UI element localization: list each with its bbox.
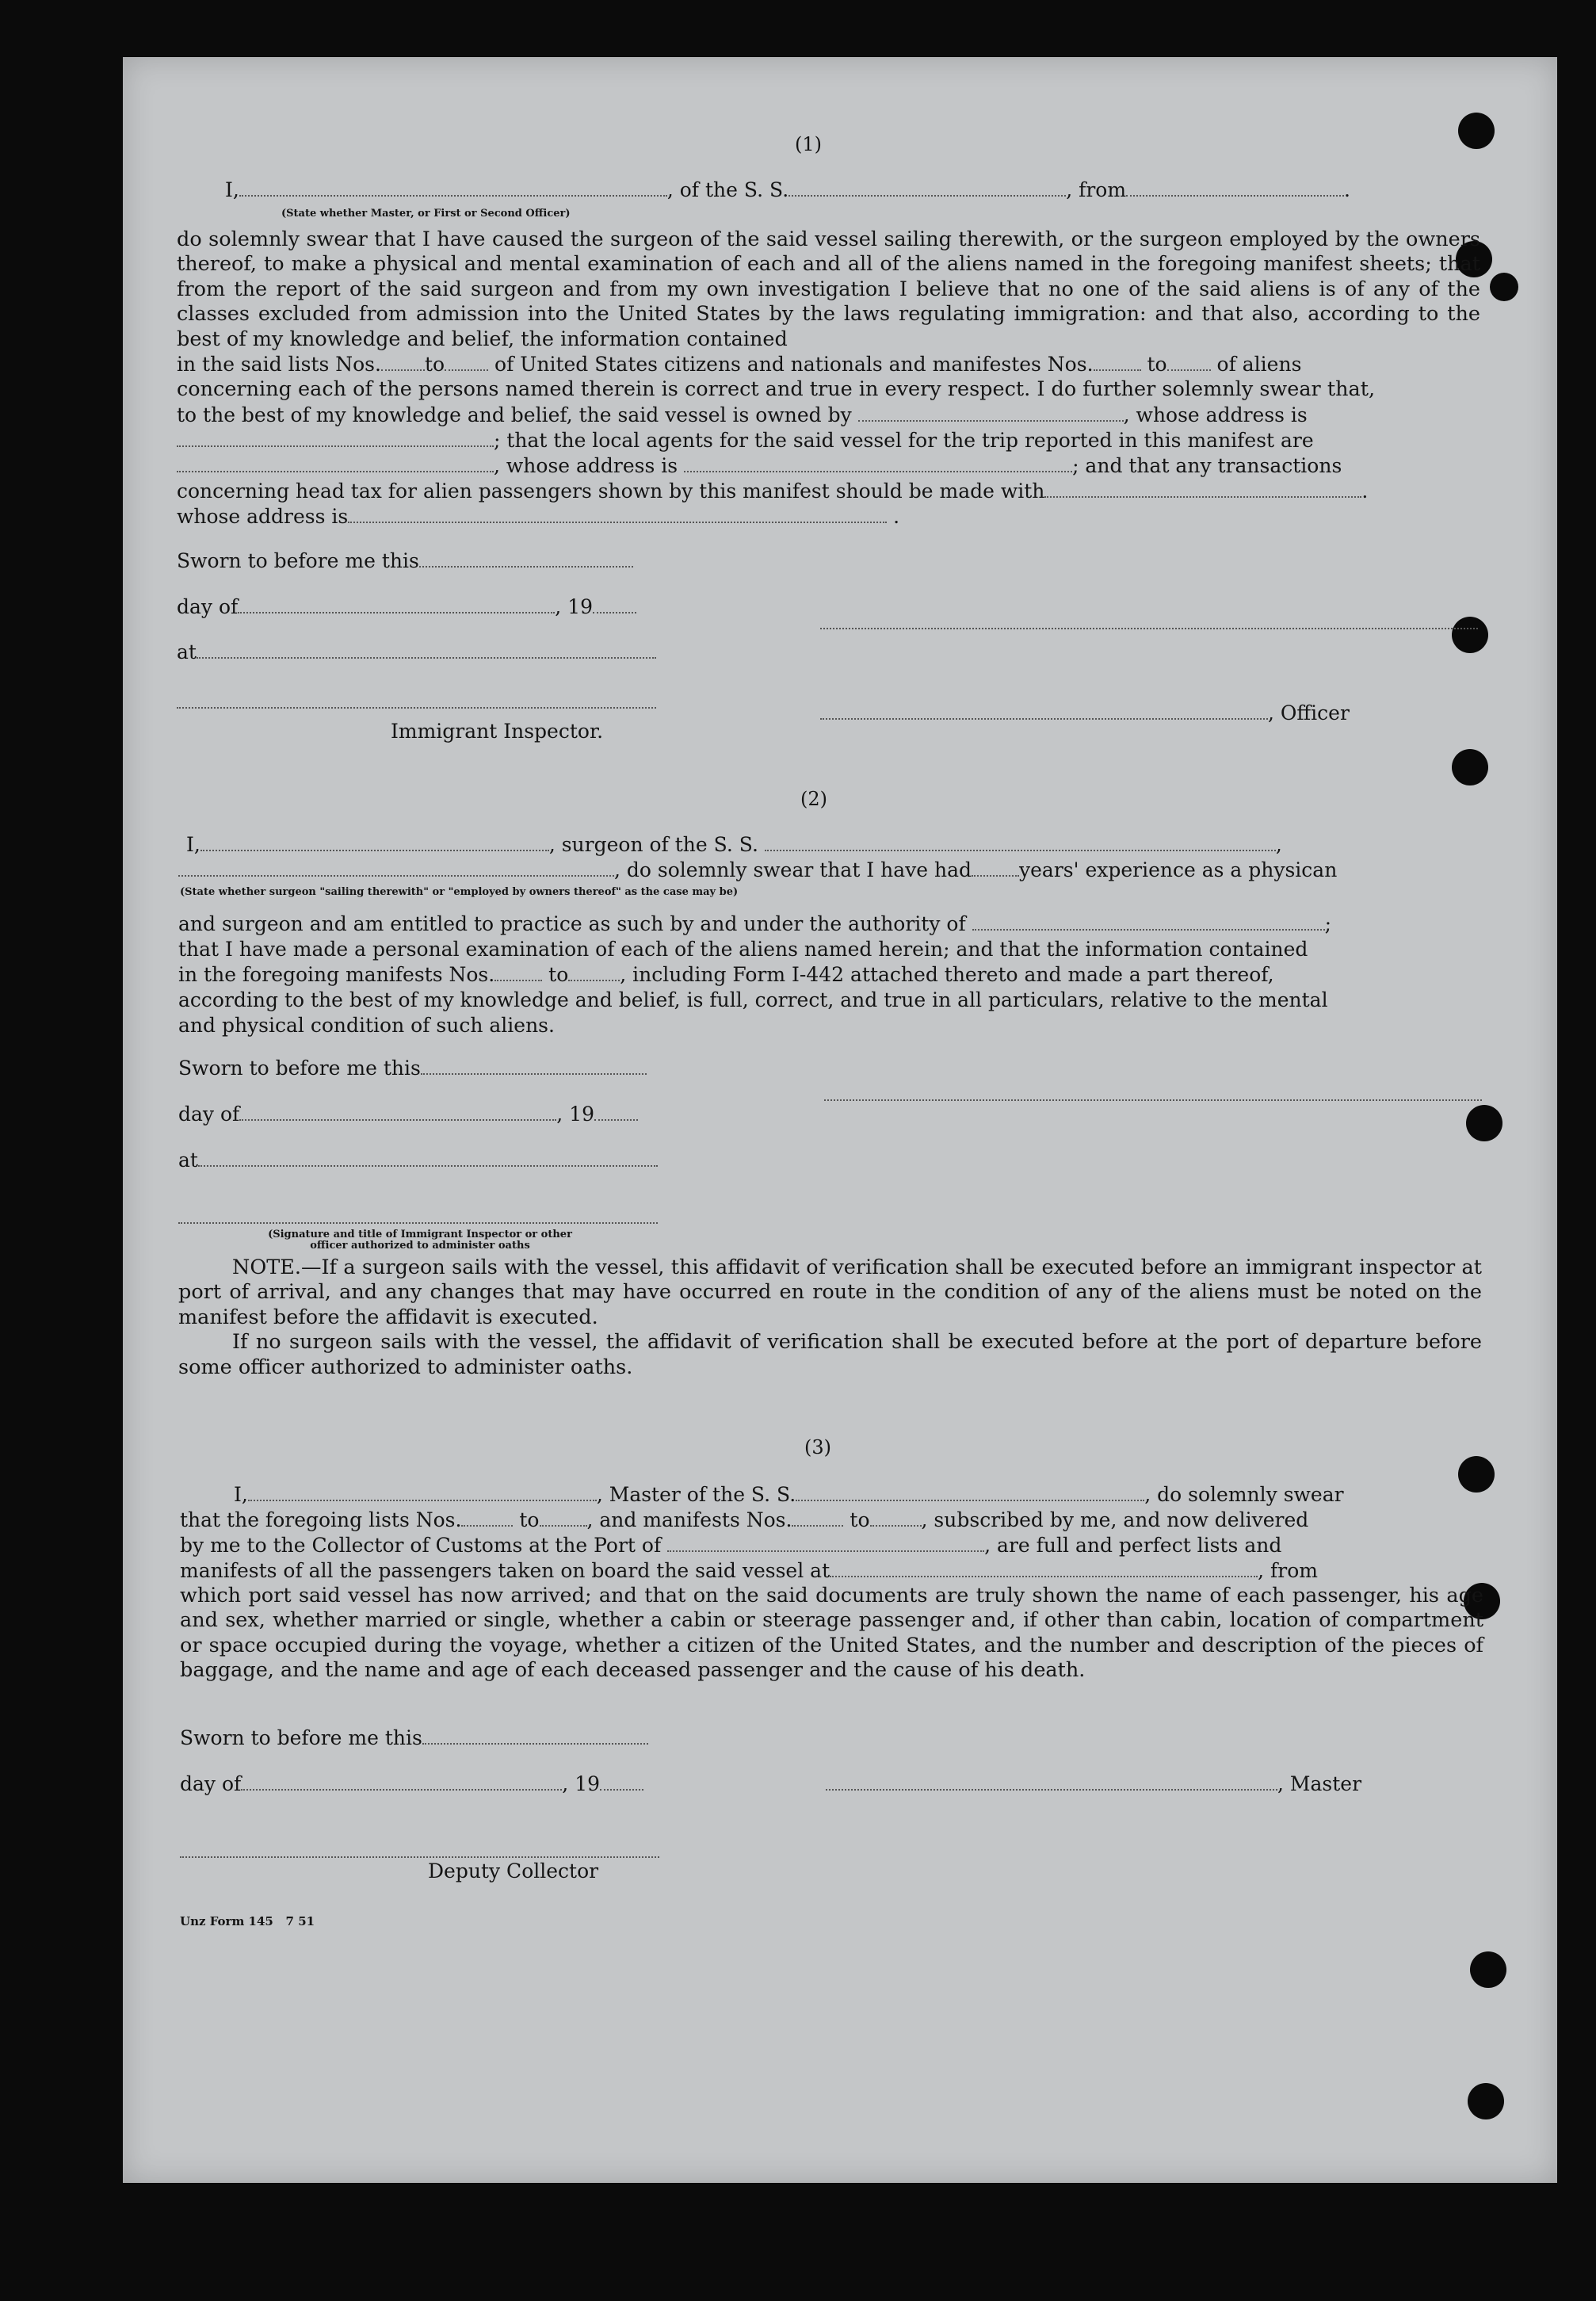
punch-hole: [1466, 1105, 1502, 1141]
s1-at: [177, 640, 656, 664]
s1-dayof-field[interactable]: [238, 596, 555, 613]
s3-master: [826, 1772, 1361, 1796]
section-1-number: (1): [795, 133, 822, 155]
s1-line-headtax: concerning head tax for alien passengers shown by this manifest should be made with .: [177, 480, 1369, 503]
s1-inspector-label: Immigrant Inspector.: [391, 720, 604, 743]
s3-from-label: , from: [1258, 1559, 1318, 1582]
s2-sworn: [178, 1056, 647, 1080]
s3-dayof-label: day of: [180, 1772, 242, 1795]
s3-manifests-to-field[interactable]: [870, 1509, 922, 1527]
s1-inspector-line[interactable]: [177, 707, 656, 709]
s1-manifests-from[interactable]: [1094, 354, 1141, 371]
s1-manifests-to: to: [1147, 353, 1167, 376]
s1-dayof: [177, 594, 636, 619]
s1-line-owned: [177, 403, 1308, 427]
s2-comma: ,: [1275, 833, 1282, 856]
s2-sig-note-1: (Signature and title of Immigrant Inspector or other: [268, 1229, 572, 1240]
s2-signature-line[interactable]: [824, 1099, 1482, 1101]
s2-note-text-1: NOTE.—If a surgeon sails with the vessel, this affidavit of verification shall be executed before an immigrant inspector at port of arrival, and any changes that may have occurred en route in the condition of any of the aliens must be noted on the manifest before the affidavit is executed.: [178, 1256, 1482, 1329]
s1-dayof-label: day of: [177, 595, 239, 618]
s2-line1: [186, 832, 1282, 857]
s2-manifests-from[interactable]: [494, 964, 542, 981]
s1-ss-label: , of the S. S.: [666, 178, 789, 201]
s3-deputy-line[interactable]: [180, 1856, 659, 1858]
punch-hole: [1490, 273, 1518, 301]
s3-dayof-field[interactable]: [241, 1773, 562, 1791]
s1-officer-label: , Officer: [1268, 701, 1350, 724]
s3-port-field[interactable]: [667, 1535, 984, 1552]
s3-manifests-from[interactable]: [792, 1509, 843, 1527]
s1-prefix: I,: [225, 178, 239, 201]
s2-year-label: , 19: [556, 1103, 595, 1126]
s2-line-personal: that I have made a personal examination of each of the aliens named herein; and that the information contained: [178, 938, 1308, 961]
s1-owner-address-field[interactable]: [177, 430, 494, 447]
s1-officer-field[interactable]: [820, 702, 1268, 720]
s3-line3: [180, 1533, 1281, 1558]
punch-hole: [1470, 1951, 1506, 1988]
s1-body-b: concerning each of the persons named therein is correct and true in every respect. I do further solemnly swear that,: [177, 377, 1376, 401]
s1-line-agents: [177, 428, 1314, 453]
s2-line-authority: [178, 912, 1331, 936]
s3-ship-field[interactable]: [796, 1484, 1144, 1501]
s1-period: .: [1344, 178, 1350, 201]
s2-prefix: I,: [186, 833, 200, 856]
s2-swear-label: , do solemnly swear that I have had: [614, 858, 972, 881]
s2-authority-field[interactable]: [972, 913, 1325, 931]
s2-at-label: at: [178, 1149, 198, 1172]
s2-note-text-2: If no surgeon sails with the vessel, the affidavit of verification shall be executed before at the port of departure before some officer authorized to administer oaths.: [178, 1330, 1482, 1379]
s1-line-lists: [177, 352, 1301, 376]
s1-line1: [225, 178, 1350, 202]
s2-authority-label: and surgeon and am entitled to practice as such by and under the authority of: [178, 912, 966, 935]
s3-line4: [180, 1558, 1318, 1583]
punch-hole: [1458, 1456, 1495, 1493]
s1-name-field[interactable]: [239, 179, 667, 197]
s3-lists-from[interactable]: [461, 1509, 513, 1527]
s1-lists-to: to: [424, 353, 445, 376]
s3-lists-to: to: [519, 1508, 540, 1531]
s1-agents-field[interactable]: [177, 455, 494, 472]
s3-year-label: , 19: [562, 1772, 601, 1795]
s1-sworn: [177, 548, 633, 573]
punch-hole: [1452, 749, 1488, 785]
s2-line-physical: and physical condition of such aliens.: [178, 1014, 555, 1037]
s1-agent-address-label: , whose address is: [494, 454, 678, 477]
s3-sworn-field[interactable]: [422, 1727, 648, 1745]
s3-name-field[interactable]: [248, 1484, 597, 1501]
s2-sworn-label: Sworn to before me this: [178, 1057, 421, 1080]
s1-sworn-field[interactable]: [419, 550, 633, 568]
s2-including-label: , including Form I-442 attached thereto and made a part thereof,: [620, 963, 1274, 986]
s2-experience-label: years' experience as a physican: [1019, 858, 1338, 881]
s1-whose-label: whose address is: [177, 505, 349, 528]
s2-note: (State whether surgeon "sailing therewith" or "employed by owners thereof" as the case may be): [180, 886, 739, 898]
s3-year-field[interactable]: [600, 1773, 643, 1791]
s2-at-field[interactable]: [198, 1149, 658, 1167]
s2-line2: [178, 858, 1337, 882]
s3-full-label: , are full and perfect lists and: [984, 1534, 1282, 1557]
s3-dayof: [180, 1772, 643, 1796]
s1-note: (State whether Master, or First or Second Officer): [281, 208, 571, 220]
s2-note-para-1: [178, 1256, 1482, 1380]
s1-line-address: [177, 453, 1342, 478]
s1-at-label: at: [177, 640, 197, 663]
s1-aliens-label: of aliens: [1216, 353, 1302, 376]
s1-lists-to-field[interactable]: [445, 354, 488, 371]
s3-prefix: I,: [234, 1483, 248, 1506]
s3-line2: [180, 1508, 1308, 1532]
s2-capacity-field[interactable]: [178, 859, 614, 877]
section-3-number: (3): [804, 1436, 831, 1458]
s3-line1: [234, 1482, 1344, 1507]
s1-year-label: , 19: [555, 595, 594, 618]
s2-manifests-to[interactable]: [568, 964, 620, 981]
section-2-number: (2): [800, 788, 827, 810]
s1-manifests-label: of United States citizens and nationals and manifestes Nos.: [494, 353, 1094, 376]
s2-name-field[interactable]: [200, 834, 549, 851]
s2-dayof-field[interactable]: [239, 1103, 556, 1121]
s1-lists-from[interactable]: [381, 354, 425, 371]
s3-manifests-to: to: [850, 1508, 870, 1531]
s2-dayof-label: day of: [178, 1103, 240, 1126]
s3-master-sig-label: , Master: [1277, 1772, 1362, 1795]
s3-manifests-label: , and manifests Nos.: [586, 1508, 792, 1531]
s1-whose-field[interactable]: [348, 506, 887, 523]
s3-deputy-label: Deputy Collector: [428, 1860, 599, 1882]
s1-officer: [820, 701, 1350, 725]
s2-at: [178, 1148, 658, 1172]
s1-agents-label: ; that the local agents for the said vessel for the trip reported in this manifest are: [494, 429, 1314, 452]
s1-ship-field[interactable]: [788, 179, 1066, 197]
s3-lists-to-field[interactable]: [540, 1509, 587, 1527]
s2-line-manifests: [178, 962, 1274, 987]
s3-swear-label: , do solemnly swear: [1144, 1483, 1344, 1506]
s3-port-label: by me to the Collector of Customs at the Port of: [180, 1534, 662, 1557]
s2-line-best: according to the best of my knowledge and belief, is full, correct, and true in all particulars, relative to the mental: [178, 988, 1328, 1011]
s1-body-a: do solemnly swear that I have caused the surgeon of the said vessel sailing therewith, or the surgeon employed by the owners thereof, to make a physical and mental examination of each and all of the aliens named in the foregoing manifest sheets; that from the report of the said surgeon and from my own investigation I believe that no one of the said aliens is of any of the classes excluded from admission into the United States by the laws regulating immigration: and that also, according to the best of my knowledge and belief, the information contained: [177, 227, 1480, 351]
s3-sworn: [180, 1726, 648, 1750]
s3-boarded-label: manifests of all the passengers taken on board the said vessel at: [180, 1559, 830, 1582]
s1-headtax-field[interactable]: [1044, 480, 1361, 498]
s1-agent-address-field[interactable]: [684, 455, 1072, 472]
s3-body: which port said vessel has now arrived; and that on the said documents are truly shown the name of each passenger, his age and sex, whether married or single, whether a cabin or steerage passenger and, if other than cabin, location of compartment or space occupied during the voyage, whether a citizen of the United States, and the number and description of the pieces of baggage, and the name and age of each deceased passenger and the cause of his death.: [180, 1584, 1483, 1683]
s2-to-label: to: [548, 963, 569, 986]
s1-from-label: , from: [1066, 178, 1127, 201]
s1-at-field[interactable]: [197, 641, 656, 659]
s2-semicolon: ;: [1324, 912, 1332, 935]
s1-manifests-to-field[interactable]: [1167, 354, 1211, 371]
s3-boarded-field[interactable]: [830, 1560, 1258, 1577]
form-sheet: [123, 57, 1557, 2183]
punch-hole: [1458, 113, 1495, 149]
s1-owner-field[interactable]: [858, 404, 1124, 422]
s1-headtax-label: concerning head tax for alien passengers shown by this manifest should be made with: [177, 480, 1045, 503]
s1-year-field[interactable]: [593, 596, 636, 613]
s1-line-whose: whose address is .: [177, 505, 900, 528]
s2-surgeon-label: , surgeon of the S. S.: [548, 833, 758, 856]
s1-signature-line[interactable]: [820, 628, 1478, 629]
s3-sworn-label: Sworn to before me this: [180, 1726, 422, 1749]
s1-transactions-label: ; and that any transactions: [1072, 454, 1342, 477]
s2-inspector-line[interactable]: [178, 1222, 658, 1224]
punch-hole: [1452, 617, 1488, 653]
s1-sworn-label: Sworn to before me this: [177, 549, 419, 572]
s2-years-field[interactable]: [972, 859, 1019, 877]
s3-master-field[interactable]: [826, 1773, 1277, 1791]
s2-manifests-label: in the foregoing manifests Nos.: [178, 963, 495, 986]
s3-lists-label: that the foregoing lists Nos.: [180, 1508, 462, 1531]
s2-dayof: [178, 1102, 638, 1126]
s1-owner-address-label: , whose address is: [1123, 403, 1308, 426]
s1-from-field[interactable]: [1126, 179, 1344, 197]
s2-year-field[interactable]: [594, 1103, 638, 1121]
s2-ship-field[interactable]: [765, 834, 1276, 851]
s1-owned-label: to the best of my knowledge and belief, the said vessel is owned by: [177, 403, 852, 426]
s3-subscribed-label: , subscribed by me, and now delivered: [921, 1508, 1309, 1531]
s2-sworn-field[interactable]: [421, 1057, 647, 1075]
form-id: Unz Form 145 7 51: [180, 1914, 315, 1928]
s2-sig-note-2: officer authorized to administer oaths: [310, 1240, 530, 1252]
s1-lists-label: in the said lists Nos.: [177, 353, 381, 376]
punch-hole: [1468, 2083, 1504, 2119]
s3-master-label: , Master of the S. S.: [596, 1483, 796, 1506]
